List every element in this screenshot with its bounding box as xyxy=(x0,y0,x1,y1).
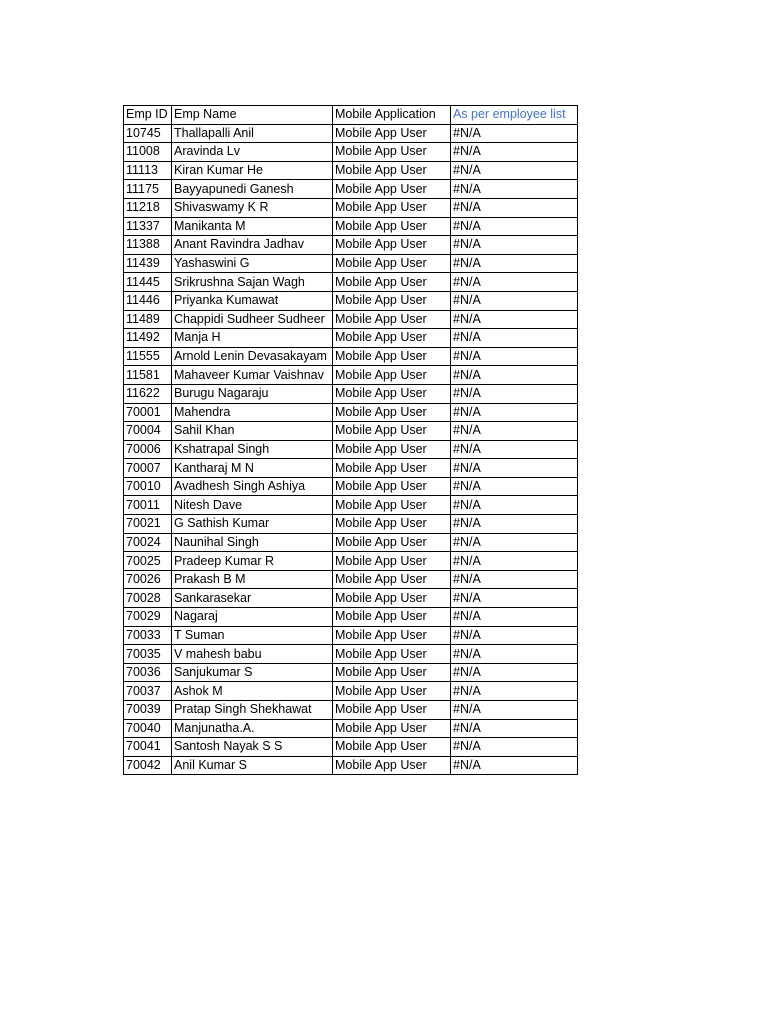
table-row xyxy=(124,217,578,236)
employee-list-lookup-cell: #N/A xyxy=(451,329,578,348)
emp-name-cell: Arnold Lenin Devasakayam xyxy=(172,347,333,366)
table-row xyxy=(124,589,578,608)
table-row xyxy=(124,347,578,366)
employee-list-lookup-cell: #N/A xyxy=(451,310,578,329)
table-row xyxy=(124,459,578,478)
table-row xyxy=(124,663,578,682)
table-row xyxy=(124,198,578,217)
table-row xyxy=(124,738,578,757)
emp-name-cell: Thallapalli Anil xyxy=(172,124,333,143)
emp-id-cell: 70004 xyxy=(124,422,172,441)
table-row xyxy=(124,515,578,534)
emp-name-cell: Avadhesh Singh Ashiya xyxy=(172,477,333,496)
emp-name-cell: Manikanta M xyxy=(172,217,333,236)
emp-name-cell: Anil Kumar S xyxy=(172,756,333,775)
employee-list-lookup-cell: #N/A xyxy=(451,273,578,292)
table-row xyxy=(124,682,578,701)
table-row xyxy=(124,422,578,441)
emp-id-cell: 70041 xyxy=(124,738,172,757)
employee-list-lookup-cell: #N/A xyxy=(451,738,578,757)
employee-list-lookup-cell: #N/A xyxy=(451,384,578,403)
mobile-application-cell: Mobile App User xyxy=(333,273,451,292)
mobile-application-cell: Mobile App User xyxy=(333,738,451,757)
emp-id-cell: 11492 xyxy=(124,329,172,348)
mobile-application-cell: Mobile App User xyxy=(333,217,451,236)
mobile-application-cell: Mobile App User xyxy=(333,459,451,478)
table-row xyxy=(124,570,578,589)
emp-id-cell: 70026 xyxy=(124,570,172,589)
emp-name-cell: Mahaveer Kumar Vaishnav xyxy=(172,366,333,385)
employee-list-lookup-cell: #N/A xyxy=(451,403,578,422)
mobile-application-cell: Mobile App User xyxy=(333,719,451,738)
table-row xyxy=(124,366,578,385)
emp-id-cell: 70029 xyxy=(124,608,172,627)
emp-id-cell: 10745 xyxy=(124,124,172,143)
mobile-application-cell: Mobile App User xyxy=(333,310,451,329)
table-row xyxy=(124,236,578,255)
employee-list-lookup-cell: #N/A xyxy=(451,422,578,441)
emp-name-cell: Yashaswini G xyxy=(172,254,333,273)
emp-name-cell: Manja H xyxy=(172,329,333,348)
mobile-application-cell: Mobile App User xyxy=(333,384,451,403)
emp-id-cell: 11622 xyxy=(124,384,172,403)
employee-list-lookup-cell: #N/A xyxy=(451,645,578,664)
employee-list-lookup-cell: #N/A xyxy=(451,496,578,515)
employee-list-lookup-cell: #N/A xyxy=(451,515,578,534)
emp-name-cell: Santosh Nayak S S xyxy=(172,738,333,757)
emp-name-cell: Naunihal Singh xyxy=(172,533,333,552)
table-row xyxy=(124,254,578,273)
mobile-application-cell: Mobile App User xyxy=(333,645,451,664)
emp-name-cell: V mahesh babu xyxy=(172,645,333,664)
emp-name-cell: Srikrushna Sajan Wagh xyxy=(172,273,333,292)
emp-name-cell: Kiran Kumar He xyxy=(172,161,333,180)
employee-list-lookup-cell: #N/A xyxy=(451,682,578,701)
emp-id-cell: 70011 xyxy=(124,496,172,515)
mobile-application-cell: Mobile App User xyxy=(333,403,451,422)
employee-list-lookup-cell: #N/A xyxy=(451,198,578,217)
emp-name-cell: Priyanka Kumawat xyxy=(172,291,333,310)
mobile-application-cell: Mobile App User xyxy=(333,701,451,720)
table-body xyxy=(124,124,578,775)
emp-name-cell: Nagaraj xyxy=(172,608,333,627)
emp-id-cell: 11446 xyxy=(124,291,172,310)
emp-id-cell: 70037 xyxy=(124,682,172,701)
mobile-application-cell: Mobile App User xyxy=(333,440,451,459)
emp-name-cell: Mahendra xyxy=(172,403,333,422)
employee-sheet xyxy=(123,105,578,775)
mobile-application-cell: Mobile App User xyxy=(333,626,451,645)
mobile-application-cell: Mobile App User xyxy=(333,477,451,496)
mobile-application-cell: Mobile App User xyxy=(333,663,451,682)
table-row xyxy=(124,403,578,422)
table-row xyxy=(124,477,578,496)
emp-id-cell: 70042 xyxy=(124,756,172,775)
employee-list-lookup-cell: #N/A xyxy=(451,626,578,645)
table-row xyxy=(124,291,578,310)
emp-id-cell: 70021 xyxy=(124,515,172,534)
table-row xyxy=(124,143,578,162)
emp-id-cell: 11175 xyxy=(124,180,172,199)
mobile-application-cell: Mobile App User xyxy=(333,496,451,515)
emp-name-cell: Prakash B M xyxy=(172,570,333,589)
emp-id-cell: 11489 xyxy=(124,310,172,329)
mobile-application-cell: Mobile App User xyxy=(333,608,451,627)
employee-list-lookup-cell: #N/A xyxy=(451,719,578,738)
table-row xyxy=(124,180,578,199)
emp-id-cell: 11388 xyxy=(124,236,172,255)
mobile-application-cell: Mobile App User xyxy=(333,124,451,143)
employee-list-lookup-cell: #N/A xyxy=(451,143,578,162)
mobile-application-cell: Mobile App User xyxy=(333,254,451,273)
emp-name-cell: Kshatrapal Singh xyxy=(172,440,333,459)
table-row xyxy=(124,329,578,348)
emp-id-cell: 70010 xyxy=(124,477,172,496)
emp-name-cell: Ashok M xyxy=(172,682,333,701)
mobile-application-cell: Mobile App User xyxy=(333,533,451,552)
employee-table xyxy=(123,105,578,775)
employee-list-lookup-cell: #N/A xyxy=(451,459,578,478)
table-row xyxy=(124,608,578,627)
employee-list-lookup-cell: #N/A xyxy=(451,291,578,310)
mobile-application-cell: Mobile App User xyxy=(333,366,451,385)
emp-name-cell: Sanjukumar S xyxy=(172,663,333,682)
mobile-application-cell: Mobile App User xyxy=(333,236,451,255)
emp-id-cell: 11113 xyxy=(124,161,172,180)
employee-list-lookup-cell: #N/A xyxy=(451,552,578,571)
table-row xyxy=(124,701,578,720)
employee-list-lookup-cell: #N/A xyxy=(451,533,578,552)
header-row xyxy=(124,106,578,125)
employee-list-lookup-cell: #N/A xyxy=(451,124,578,143)
emp-name-cell: G Sathish Kumar xyxy=(172,515,333,534)
emp-name-cell: T Suman xyxy=(172,626,333,645)
mobile-application-cell: Mobile App User xyxy=(333,589,451,608)
mobile-application-cell: Mobile App User xyxy=(333,515,451,534)
mobile-application-cell: Mobile App User xyxy=(333,291,451,310)
table-row xyxy=(124,310,578,329)
emp-name-cell: Nitesh Dave xyxy=(172,496,333,515)
mobile-application-cell: Mobile App User xyxy=(333,161,451,180)
header-emp-name: Emp Name xyxy=(172,106,333,125)
employee-list-lookup-cell: #N/A xyxy=(451,570,578,589)
emp-name-cell: Pradeep Kumar R xyxy=(172,552,333,571)
employee-list-lookup-cell: #N/A xyxy=(451,477,578,496)
mobile-application-cell: Mobile App User xyxy=(333,329,451,348)
employee-list-lookup-cell: #N/A xyxy=(451,663,578,682)
employee-list-lookup-cell: #N/A xyxy=(451,756,578,775)
emp-id-cell: 70033 xyxy=(124,626,172,645)
table-row xyxy=(124,552,578,571)
employee-list-lookup-cell: #N/A xyxy=(451,347,578,366)
emp-id-cell: 11581 xyxy=(124,366,172,385)
mobile-application-cell: Mobile App User xyxy=(333,198,451,217)
table-row xyxy=(124,384,578,403)
mobile-application-cell: Mobile App User xyxy=(333,552,451,571)
emp-id-cell: 70024 xyxy=(124,533,172,552)
table-row xyxy=(124,124,578,143)
emp-id-cell: 70007 xyxy=(124,459,172,478)
mobile-application-cell: Mobile App User xyxy=(333,682,451,701)
emp-id-cell: 70025 xyxy=(124,552,172,571)
mobile-application-cell: Mobile App User xyxy=(333,180,451,199)
emp-name-cell: Manjunatha.A. xyxy=(172,719,333,738)
header-emp-id: Emp ID xyxy=(124,106,172,125)
table-row xyxy=(124,533,578,552)
mobile-application-cell: Mobile App User xyxy=(333,143,451,162)
emp-name-cell: Chappidi Sudheer Sudheer xyxy=(172,310,333,329)
employee-list-lookup-cell: #N/A xyxy=(451,440,578,459)
employee-list-lookup-cell: #N/A xyxy=(451,236,578,255)
emp-name-cell: Sahil Khan xyxy=(172,422,333,441)
emp-id-cell: 70040 xyxy=(124,719,172,738)
mobile-application-cell: Mobile App User xyxy=(333,347,451,366)
employee-list-lookup-cell: #N/A xyxy=(451,589,578,608)
mobile-application-cell: Mobile App User xyxy=(333,570,451,589)
emp-id-cell: 70036 xyxy=(124,663,172,682)
employee-list-lookup-cell: #N/A xyxy=(451,701,578,720)
emp-name-cell: Sankarasekar xyxy=(172,589,333,608)
table-row xyxy=(124,496,578,515)
emp-id-cell: 11008 xyxy=(124,143,172,162)
table-row xyxy=(124,645,578,664)
emp-name-cell: Anant Ravindra Jadhav xyxy=(172,236,333,255)
emp-id-cell: 70039 xyxy=(124,701,172,720)
emp-id-cell: 70028 xyxy=(124,589,172,608)
emp-id-cell: 11439 xyxy=(124,254,172,273)
emp-name-cell: Pratap Singh Shekhawat xyxy=(172,701,333,720)
employee-list-lookup-cell: #N/A xyxy=(451,366,578,385)
emp-id-cell: 11555 xyxy=(124,347,172,366)
emp-name-cell: Burugu Nagaraju xyxy=(172,384,333,403)
emp-id-cell: 70006 xyxy=(124,440,172,459)
emp-name-cell: Bayyapunedi Ganesh xyxy=(172,180,333,199)
emp-id-cell: 11218 xyxy=(124,198,172,217)
emp-name-cell: Shivaswamy K R xyxy=(172,198,333,217)
header-as-per-employee-list: As per employee list xyxy=(451,106,578,125)
table-row xyxy=(124,440,578,459)
emp-id-cell: 70001 xyxy=(124,403,172,422)
emp-id-cell: 70035 xyxy=(124,645,172,664)
employee-list-lookup-cell: #N/A xyxy=(451,161,578,180)
emp-id-cell: 11445 xyxy=(124,273,172,292)
header-mobile-application: Mobile Application xyxy=(333,106,451,125)
table-row xyxy=(124,756,578,775)
table-row xyxy=(124,626,578,645)
employee-list-lookup-cell: #N/A xyxy=(451,180,578,199)
emp-name-cell: Aravinda Lv xyxy=(172,143,333,162)
emp-id-cell: 11337 xyxy=(124,217,172,236)
table-row xyxy=(124,719,578,738)
employee-list-lookup-cell: #N/A xyxy=(451,254,578,273)
table-row xyxy=(124,273,578,292)
table-row xyxy=(124,161,578,180)
mobile-application-cell: Mobile App User xyxy=(333,756,451,775)
mobile-application-cell: Mobile App User xyxy=(333,422,451,441)
emp-name-cell: Kantharaj M N xyxy=(172,459,333,478)
employee-list-lookup-cell: #N/A xyxy=(451,217,578,236)
employee-list-lookup-cell: #N/A xyxy=(451,608,578,627)
